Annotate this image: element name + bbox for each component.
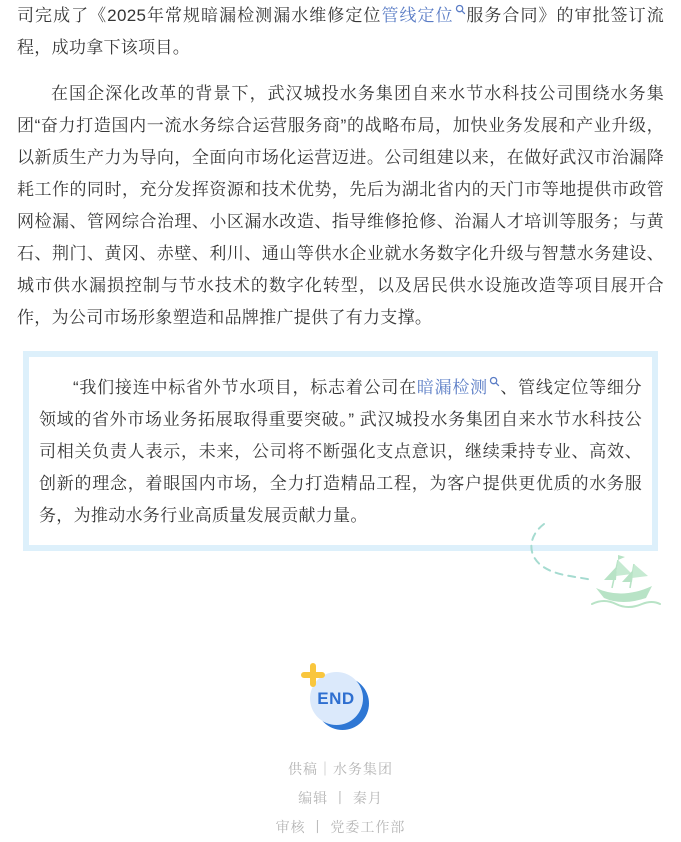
end-badge	[310, 672, 372, 734]
keyword-link-leak-detection[interactable]	[417, 378, 500, 397]
quote-text: “我们接连中标省外节水项目，标志着公司在	[73, 378, 417, 397]
end-section	[0, 672, 681, 734]
article-credits	[0, 755, 681, 842]
credit-line-editor: 编辑 丨 秦月	[298, 790, 383, 806]
paragraph-company-overview: 在国企深化改革的背景下，武汉城投水务集团自来水节水科技公司围绕水务集团“奋力打造国内一流水务综合运营服务商”的战略布局，加快业务发展和产业升级，以新质生产力为导向，全面向市场化运营迈进。公司组建以来，在做好武汉市治漏降耗工作的同时，充分发挥资源和技术优势，先后为湖北省内的天门市等地提供市政管网检漏、管网综合治理、小区漏水改造、指导维修抢修、治漏人才培训等服务；与黄石、荆门、黄冈、赤壁、利川、通山等供水企业就水务数字化升级与智慧水务建设、城市供水漏损控制与节水技术的数字化转型，以及居民供水设施改造等项目展开合作，为公司市场形象塑造和品牌推广提供了有力支撑。	[17, 84, 664, 327]
paragraph-intro	[17, 0, 664, 64]
credit-line-reviewer: 审核 丨 党委工作部	[275, 819, 406, 835]
plus-icon	[301, 663, 325, 687]
search-icon	[489, 376, 500, 387]
paragraph-text: 司完成了《2025年常规暗漏检测漏水维修定位	[17, 6, 382, 25]
keyword-link-pipeline-locating[interactable]	[381, 6, 465, 25]
quote-box	[23, 351, 658, 551]
credit-line-contributor: 供稿｜水务集团	[288, 761, 393, 777]
keyword-text: 管线定位	[381, 6, 454, 25]
quote-paragraph	[39, 372, 642, 532]
end-badge-label: END	[310, 672, 363, 725]
quote-text: 、管线定位等细分领域的省外市场业务拓展取得重要突破。” 武汉城投水务集团自来水节水科技公司相关负责人表示，未来，公司将不断强化支点意识，继续秉持专业、高效、创新的理念，着眼国内市场，全力打造精品工程，为客户提供更优质的水务服务，为推动水务行业高质量发展贡献力量。	[39, 378, 642, 525]
search-icon	[455, 4, 466, 15]
sailboat	[592, 555, 660, 607]
paragraph-text: 服务合同》的审批签订流程，成功拿下该项目。	[17, 6, 665, 57]
keyword-text: 暗漏检测	[416, 378, 488, 397]
